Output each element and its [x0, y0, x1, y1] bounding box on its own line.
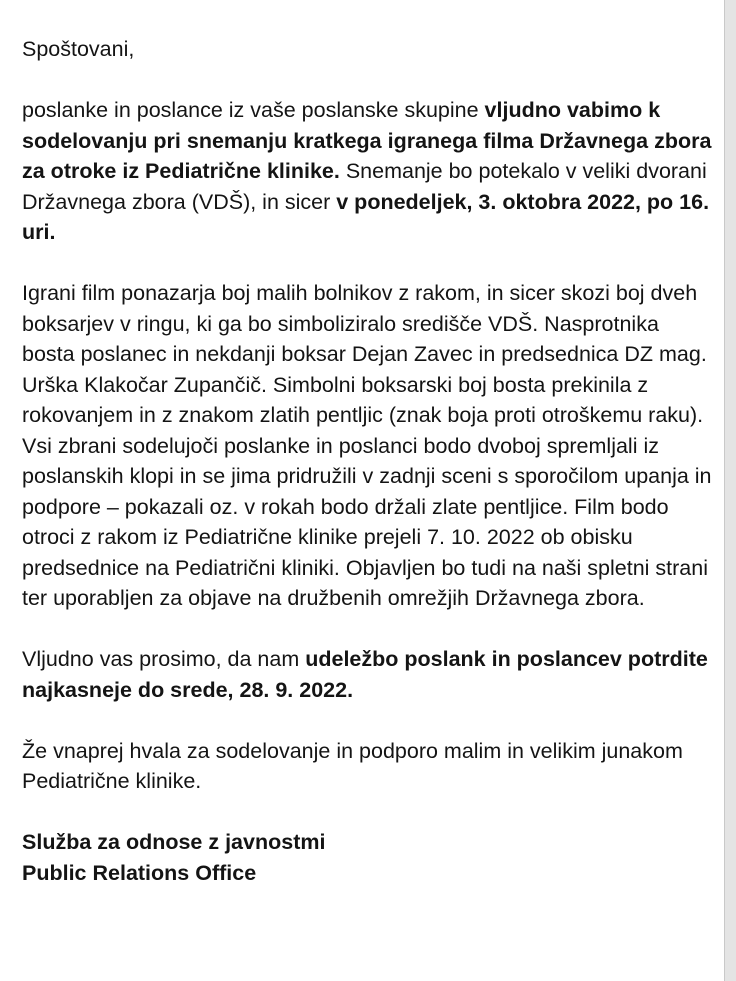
confirmation-bold: udeležbo poslank in poslancev potrdite najkasneje do srede, 28. 9. 2022.	[22, 647, 708, 702]
invitation-bold-date: v ponedeljek, 3. oktobra 2022, po 16. uri.	[22, 189, 710, 244]
invitation-paragraph	[22, 95, 714, 248]
film-description-paragraph: Igrani film ponazarja boj malih bolnikov z rakom, in sicer skozi boj dveh boksarjev v ringu, ki ga bo simboliziralo središče VDŠ. Nasprotnika bosta poslanec in nekdanji boksar Dejan Zavec in predsednica DZ mag. Urška Klakočar Zupančič. Simbolni boksarski boj bosta prekinila z rokovanjem in z znakom zlatih pentljic (znak boja proti otroškemu raku). Vsi zbrani sodelujoči poslanke in poslanci bodo dvoboj spremljali iz poslanskih klopi in se jima pridružili v zadnji sceni s sporočilom upanja in podpore – pokazali oz. v rokah bodo držali zlate pentljice. Film bodo otroci z rakom iz Pediatrične klinike prejeli 7. 10. 2022 ob obisku predsednice na Pediatrični kliniki. Objavljen bo tudi na naši spletni strani ter uporabljen za objave na družbenih omrežjih Državnega zbora.	[22, 281, 712, 610]
signature-line-1: Služba za odnose z javnostmi	[22, 830, 326, 854]
scroll-edge	[724, 0, 736, 981]
greeting: Spoštovani,	[22, 37, 135, 61]
confirmation-paragraph	[22, 644, 714, 705]
invitation-text-1: poslanke in poslance iz vaše poslanske skupine	[22, 98, 485, 122]
signature	[22, 827, 714, 888]
confirmation-text: Vljudno vas prosimo, da nam	[22, 647, 306, 671]
invitation-text-2: Snemanje bo potekalo v veliki dvorani Državnega zbora (VDŠ), in sicer	[22, 159, 707, 214]
thanks-paragraph: Že vnaprej hvala za sodelovanje in podporo malim in velikim junakom Pediatrične klinike.	[22, 738, 683, 793]
invitation-bold-1: vljudno vabimo k sodelovanju pri snemanju kratkega igranega filma Državnega zbora za otroke iz Pediatrične klinike.	[22, 98, 712, 183]
signature-line-2: Public Relations Office	[22, 860, 257, 885]
